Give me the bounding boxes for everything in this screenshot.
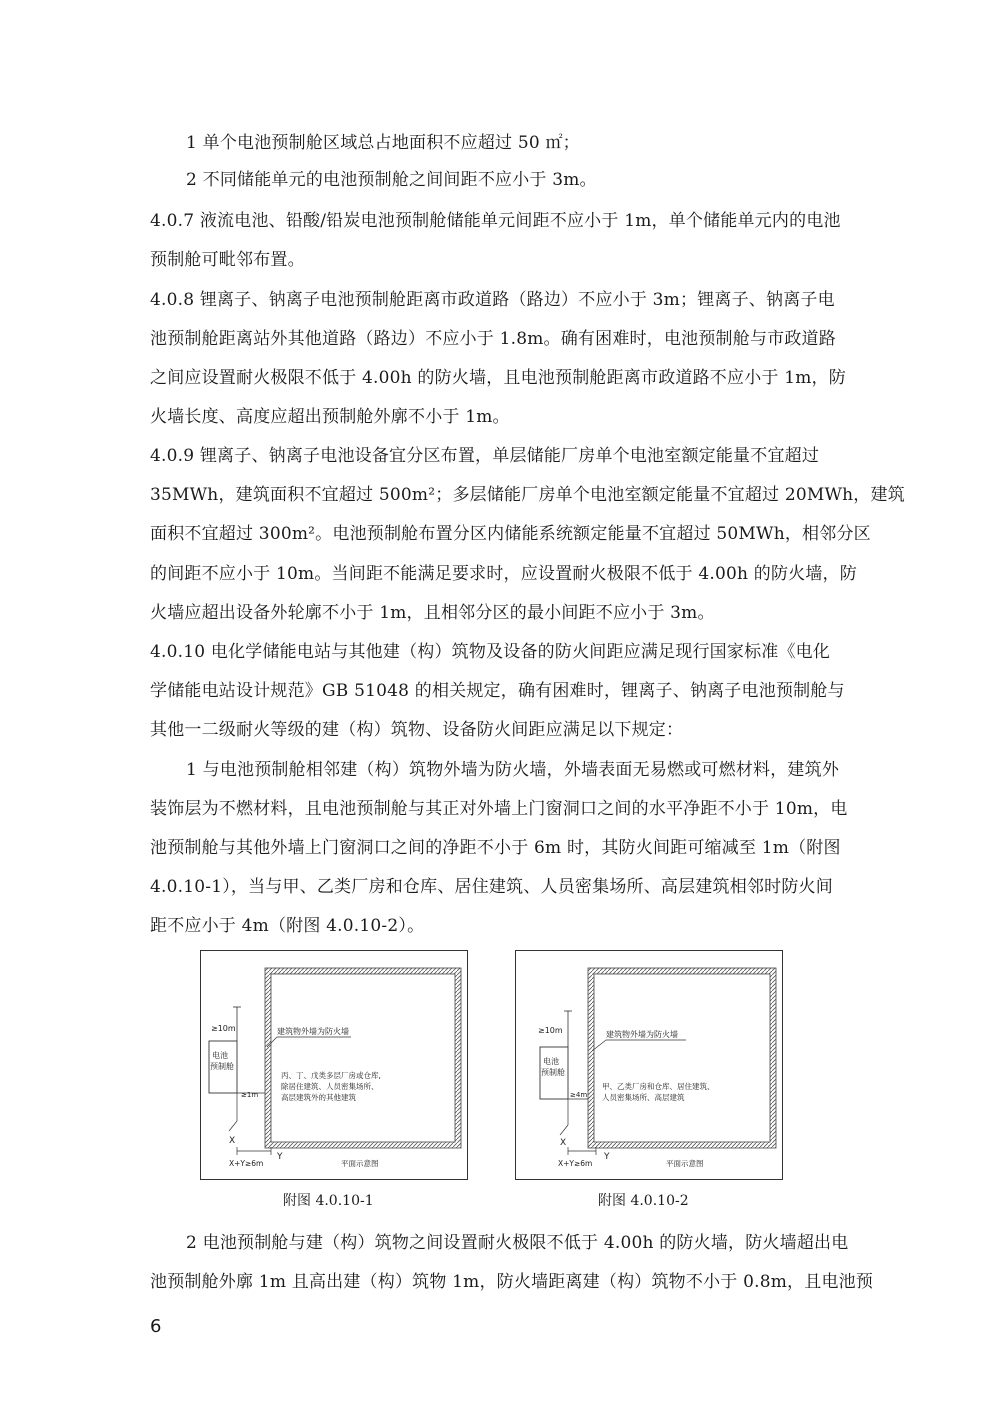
cabin-label-2: 预制舱 (210, 1062, 234, 1071)
cabin-label-1: 电池 (212, 1051, 228, 1060)
text-line: 学储能电站设计规范》GB 51048 的相关规定，确有困难时，锂离子、钠离子电池预制舱与 (150, 681, 845, 701)
text-line: 4.0.7 液流电池、铅酸/铅炭电池预制舱储能单元间距不应小于 1m，单个储能单元内的电池 (150, 211, 841, 231)
text-line: 1 与电池预制舱相邻建（构）筑物外墙为防火墙，外墙表面无易燃或可燃材料，建筑外 (186, 760, 840, 780)
dist-top-label: ≥10m (211, 1024, 236, 1033)
y-label: Y (277, 1152, 283, 1162)
text-line: 4.0.8 锂离子、钠离子电池预制舱距离市政道路（路边）不应小于 3m；锂离子、钠离子电 (150, 290, 835, 310)
text-line: 火墙长度、高度应超出预制舱外廓不小于 1m。 (150, 407, 510, 427)
figure-4-0-10-1 (200, 950, 468, 1180)
figure-4-0-10-2 (515, 950, 783, 1180)
cabin-label-2: 预制舱 (541, 1068, 565, 1077)
dist-top-label: ≥10m (538, 1026, 563, 1035)
text-line: 4.0.9 锂离子、钠离子电池设备宜分区布置，单层储能厂房单个电池室额定能量不宜超过 (150, 446, 820, 466)
wall-note: 建筑物外墙为防火墙 (606, 1030, 678, 1039)
figure-2-diagram (516, 951, 782, 1179)
building-label-2: 除居住建筑、人员密集场所、 (281, 1082, 379, 1091)
text-line: 距不应小于 4m（附图 4.0.10-2）。 (150, 916, 425, 936)
text-line: 其他一二级耐火等级的建（构）筑物、设备防火间距应满足以下规定： (150, 720, 684, 740)
text-line: 池预制舱与其他外墙上门窗洞口之间的净距不小于 6m 时，其防火间距可缩减至 1m（附图 (150, 838, 841, 858)
text-line: 火墙应超出设备外轮廓不小于 1m，且相邻分区的最小间距不应小于 3m。 (150, 603, 715, 623)
text-line: 面积不宜超过 300m²。电池预制舱布置分区内储能系统额定能量不宜超过 50MWh，相邻分区 (150, 524, 871, 544)
text-line: 的间距不应小于 10m。当间距不能满足要求时，应设置耐火极限不低于 4.00h 的防火墙，防 (150, 564, 857, 584)
building-interior (271, 974, 455, 1142)
text-line: 池预制舱外廓 1m 且高出建（构）筑物 1m，防火墙距离建（构）筑物不小于 0.8m，且电池预 (150, 1272, 874, 1292)
building-label-2: 人员密集场所、高层建筑 (602, 1093, 685, 1102)
text-line: 池预制舱距离站外其他道路（路边）不应小于 1.8m。确有困难时，电池预制舱与市政道路 (150, 329, 836, 349)
figure-1-caption: 附图 4.0.10-1 (283, 1193, 374, 1209)
x-label: X (229, 1136, 236, 1146)
text-line: 1 单个电池预制舱区域总占地面积不应超过 50 ㎡； (186, 133, 580, 153)
y-label: Y (604, 1152, 610, 1162)
text-line: 之间应设置耐火极限不低于 4.00h 的防火墙，且电池预制舱距离市政道路不应小于 1m，防 (150, 368, 846, 388)
text-line: 35MWh，建筑面积不宜超过 500m²；多层储能厂房单个电池室额定能量不宜超过 20MWh，建筑 (150, 485, 905, 505)
page-number: 6 (150, 1316, 162, 1337)
building-label-1: 丙、丁、戊类多层厂房或仓库, (281, 1071, 381, 1080)
x-label: X (560, 1138, 567, 1148)
text-line: 4.0.10-1），当与甲、乙类厂房和仓库、居住建筑、人员密集场所、高层建筑相邻时防火间 (150, 877, 833, 897)
plan-label: 平面示意图 (341, 1159, 379, 1168)
text-line: 装饰层为不燃材料，且电池预制舱与其正对外墙上门窗洞口之间的水平净距不小于 10m，电 (150, 799, 848, 819)
gap-label: ≥4m (570, 1091, 588, 1099)
plan-label: 平面示意图 (666, 1159, 704, 1168)
gap-label: ≥1m (241, 1091, 259, 1099)
building-interior (594, 974, 770, 1142)
building-label-3: 高层建筑外的其他建筑 (281, 1093, 356, 1102)
cabin-label-1: 电池 (543, 1057, 559, 1066)
sum-label: X+Y≥6m (229, 1159, 264, 1168)
text-line: 2 不同储能单元的电池预制舱之间间距不应小于 3m。 (186, 170, 597, 190)
text-line: 预制舱可毗邻布置。 (150, 250, 305, 270)
sum-label: X+Y≥6m (558, 1159, 593, 1168)
building-label-1: 甲、乙类厂房和仓库、居住建筑、 (602, 1082, 715, 1091)
text-line: 2 电池预制舱与建（构）筑物之间设置耐火极限不低于 4.00h 的防火墙，防火墙超出电 (186, 1233, 849, 1253)
figure-2-caption: 附图 4.0.10-2 (598, 1193, 689, 1209)
text-line: 4.0.10 电化学储能电站与其他建（构）筑物及设备的防火间距应满足现行国家标准《电化 (150, 642, 831, 662)
wall-note: 建筑物外墙为防火墙 (277, 1027, 349, 1036)
figure-1-diagram (201, 951, 467, 1179)
